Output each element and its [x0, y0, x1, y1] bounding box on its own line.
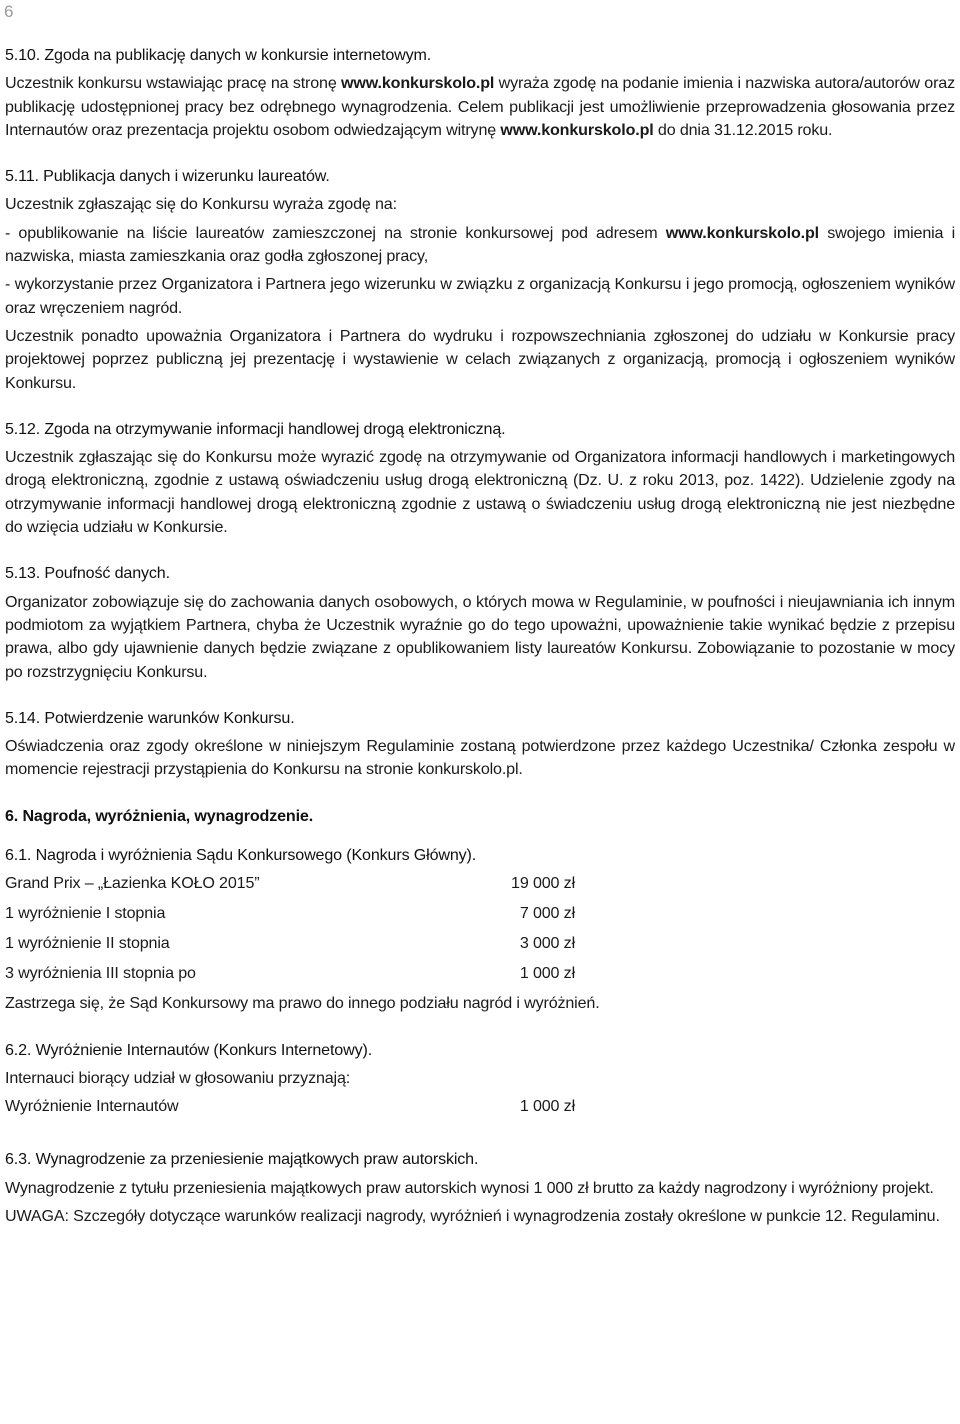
- section-heading: 5.12. Zgoda na otrzymywanie informacji handlowej drogą elektroniczną.: [5, 419, 506, 438]
- text: do dnia 31.12.2015 roku.: [653, 120, 833, 139]
- site-link[interactable]: www.konkurskolo.pl: [341, 74, 495, 93]
- prize-label: 3 wyróżnienia III stopnia po: [5, 964, 196, 983]
- prize-label: Grand Prix – „Łazienka KOŁO 2015”: [5, 874, 260, 893]
- text: Uczestnik konkursu wstawiając pracę na stronę: [5, 74, 342, 93]
- paragraph: Wynagrodzenie z tytułu przeniesienia majątkowych praw autorskich wynosi 1 000 zł brutto za każdy nagrodzony i wyróżniony projekt.: [5, 1178, 934, 1197]
- paragraph: Organizator zobowiązuje się do zachowania danych osobowych, o których mowa w Regulaminie, w poufności i nieujawniania ich innym podmiotom za wyjątkiem Partnera, chyba że Uczestnik wyraźnie go do tego upoważni, upoważnienie takie wynikać będzie z przepisu prawa, albo gdy ujawnienie danych będzie związane z opublikowaniem listy laureatów Konkursu. Zobowiązanie to pozostanie w mocy po rozstrzygnięciu Konkursu.: [5, 592, 955, 681]
- paragraph: Zastrzega się, że Sąd Konkursowy ma prawo do innego podziału nagród i wyróżnień.: [5, 994, 600, 1013]
- section-6-3: [5, 1148, 955, 1228]
- section-5-12: [5, 418, 955, 539]
- paragraph: Uczestnik zgłaszając się do Konkursu może wyrazić zgodę na otrzymywanie od Organizatora informacji handlowych i marketingowych drogą elektroniczną, zgodnie z ustawą oświadczeniu usług drogą elektroniczną (Dz. U. z roku 2013, poz. 1422). Udzielenie zgody na otrzymywanie informacji handlowej drogą elektroniczną zgodnie z ustawą o świadczeniu usług drogą elektroniczną nie jest niezbędne do wzięcia udziału w Konkursie.: [5, 448, 955, 537]
- prize-label: 1 wyróżnienie II stopnia: [5, 934, 170, 953]
- prize-table: [5, 872, 575, 992]
- chapter-heading: 6. Nagroda, wyróżnienia, wynagrodzenie.: [5, 806, 314, 825]
- prize-amount: 1 000 zł: [519, 964, 575, 983]
- section-5-10: [5, 44, 955, 142]
- paragraph: Internauci biorący udział w głosowaniu przyznają:: [5, 1068, 351, 1087]
- prize-amount: 7 000 zł: [519, 904, 575, 923]
- paragraph: Uczestnik ponadto upoważnia Organizatora i Partnera do wydruku i rozpowszechniania zgłoszonej do udziału w Konkursie pracy projektowej poprzez publiczną jej prezentację i wystawienie w celach związanych z organizacją, promocją i ogłoszeniem wyników Konkursu.: [5, 326, 955, 392]
- site-link[interactable]: www.konkurskolo.pl: [665, 223, 819, 242]
- section-heading: 5.11. Publikacja danych i wizerunku laureatów.: [5, 167, 330, 186]
- section-heading: 6.3. Wynagrodzenie za przeniesienie majątkowych praw autorskich.: [5, 1150, 479, 1169]
- paragraph: UWAGA: Szczegóły dotyczące warunków realizacji nagrody, wyróżnień i wynagrodzenia zostały określone w punkcie 12. Regulaminu.: [5, 1206, 940, 1225]
- section-heading: 5.10. Zgoda na publikację danych w konkursie internetowym.: [5, 46, 432, 64]
- section-heading: 6.1. Nagroda i wyróżnienia Sądu Konkursowego (Konkurs Główny).: [5, 846, 477, 865]
- table-row: [5, 872, 575, 902]
- section-5-13: [5, 562, 955, 683]
- prize-table: [5, 1095, 575, 1125]
- section-6-2: [5, 1039, 955, 1126]
- table-row: [5, 1095, 575, 1125]
- document-body: [5, 44, 955, 1251]
- paragraph: Uczestnik zgłaszając się do Konkursu wyraża zgodę na:: [5, 195, 397, 214]
- text: - opublikowanie na liście laureatów zamieszczonej na stronie konkursowej pod adresem: [5, 223, 666, 242]
- prize-amount: 1 000 zł: [519, 1097, 575, 1116]
- table-row: [5, 902, 575, 932]
- list-item: - wykorzystanie przez Organizatora i Partnera jego wizerunku w związku z organizacją Konkursu i jego promocją, ogłoszeniem wyników oraz wręczeniem nagród.: [5, 275, 955, 317]
- section-heading: 5.14. Potwierdzenie warunków Konkursu.: [5, 708, 295, 727]
- paragraph: [5, 72, 955, 142]
- prize-amount: 19 000 zł: [511, 874, 575, 893]
- table-row: [5, 932, 575, 962]
- section-heading: 5.13. Poufność danych.: [5, 564, 170, 583]
- table-row: [5, 962, 575, 992]
- list-item: [5, 222, 955, 269]
- prize-label: Wyróżnienie Internautów: [5, 1097, 179, 1116]
- section-heading: 6.2. Wyróżnienie Internautów (Konkurs Internetowy).: [5, 1040, 373, 1059]
- text: wyraża zgodę na podanie imienia i nazwiska autora/autorów oraz publikację udostępnionej pracy bez odrębnego wynagrodzenia. Celem publikacji jest umożliwienie przeprowadzenia głosowania przez Internautów oraz prezentacja projektu osobom odwiedzającym witrynę: [5, 74, 955, 139]
- prize-amount: 3 000 zł: [519, 934, 575, 953]
- page-number: 6: [4, 2, 14, 21]
- text: swojego imienia i nazwiska, miasta zamieszkania oraz godła zgłoszonej pracy,: [5, 223, 955, 266]
- section-5-11: [5, 165, 955, 395]
- section-6-1: [5, 844, 955, 1016]
- section-5-14: [5, 707, 955, 782]
- paragraph: Oświadczenia oraz zgody określone w niniejszym Regulaminie zostaną potwierdzone przez każdego Uczestnika/ Członka zespołu w momencie rejestracji przystąpienia do Konkursu na stronie konkurskolo.pl.: [5, 737, 955, 779]
- site-link[interactable]: www.konkurskolo.pl: [500, 120, 654, 139]
- prize-label: 1 wyróżnienie I stopnia: [5, 904, 166, 923]
